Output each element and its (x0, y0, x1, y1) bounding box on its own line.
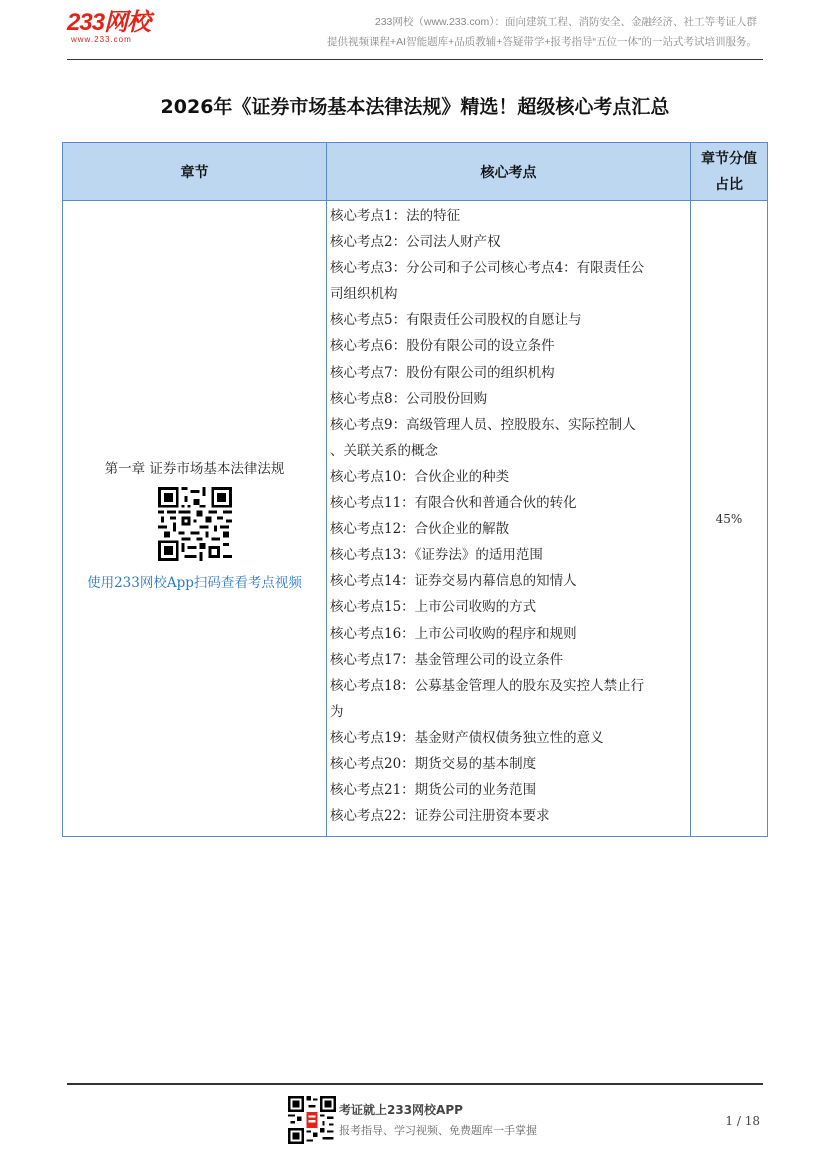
header-weight-line-2: 占比 (715, 176, 743, 193)
list-item: 核心考点21：期货公司的业务范围 (330, 782, 537, 799)
list-item: 核心考点11：有限合伙和普通合伙的转化 (330, 495, 577, 512)
list-item: 核心考点19：基金财产债权债务独立性的意义 (330, 729, 604, 746)
list-item: 核心考点10：合伙企业的种类 (330, 468, 510, 485)
list-item: 核心考点1：法的特征 (330, 208, 461, 224)
header-core-points: 核心考点 (327, 143, 691, 200)
table-row (63, 201, 767, 836)
page-header (67, 8, 763, 60)
list-item: 核心考点2：公司法人财产权 (330, 234, 501, 251)
header-slogan (327, 12, 757, 52)
footer-divider (67, 1083, 763, 1085)
chapter-name: 第一章 证券市场基本法律法规 (104, 460, 285, 477)
page-number: 1 / 18 (725, 1114, 760, 1128)
slogan-line-2: 提供视频课程+AI智能题库+品质教辅+答疑带学+报考指导“五位一体”的一站式考试培训服务。 (327, 36, 757, 48)
qr-caption-link[interactable]: 使用233网校App扫码查看考点视频 (87, 574, 302, 591)
list-item: 核心考点3：分公司和子公司核心考点4：有限责任公 (330, 260, 645, 277)
list-item: 核心考点7：股份有限公司的组织机构 (330, 364, 555, 381)
header-chapter: 章节 (63, 143, 327, 200)
list-item: 司组织机构 (330, 286, 398, 303)
list-item: 核心考点9：高级管理人员、控股股东、实际控制人 (330, 416, 636, 433)
list-item: 核心考点8：公司股份回购 (330, 390, 488, 407)
footer-app-title: 考证就上233网校APP (339, 1103, 463, 1117)
brand-logo[interactable] (67, 10, 150, 44)
logo-url: www.233.com (71, 35, 132, 44)
list-item: 核心考点6：股份有限公司的设立条件 (330, 338, 555, 355)
qr-code-icon[interactable] (158, 487, 232, 561)
header-weight (691, 143, 767, 200)
list-item: 为 (330, 703, 344, 720)
key-points-table (62, 142, 768, 837)
chapter-cell (63, 201, 327, 836)
slogan-line-1: 233网校（www.233.com）：面向建筑工程、消防安全、金融经济、社工等考证人群 (374, 16, 757, 28)
weight-cell: 45% (715, 511, 743, 526)
list-item: 核心考点12：合伙企业的解散 (330, 521, 510, 538)
list-item: 核心考点13：《证券法》的适用范围 (330, 547, 543, 564)
list-item: 核心考点20：期货交易的基本制度 (330, 755, 537, 772)
header-weight-line-1: 章节分值 (701, 150, 757, 167)
list-item: 核心考点5：有限责任公司股权的自愿让与 (330, 312, 582, 329)
document-title: 2026年《证券市场基本法律法规》精选！超级核心考点汇总 (160, 96, 670, 118)
list-item: 核心考点16：上市公司收购的程序和规则 (330, 625, 577, 642)
list-item: 核心考点14：证券交易内幕信息的知情人 (330, 573, 577, 590)
core-points-cell (327, 201, 691, 836)
list-item: 核心考点15：上市公司收购的方式 (330, 599, 537, 616)
logo-text: 233网校 (67, 9, 151, 36)
footer-app-subtitle: 报考指导、学习视频、免费题库一手掌握 (339, 1124, 537, 1137)
table-header-row (63, 143, 767, 201)
list-item: 核心考点22：证券公司注册资本要求 (330, 808, 550, 825)
list-item: 核心考点18：公募基金管理人的股东及实控人禁止行 (330, 677, 645, 694)
list-item: 核心考点17：基金管理公司的设立条件 (330, 651, 564, 668)
list-item: 、关联关系的概念 (330, 442, 438, 459)
app-qr-code-icon[interactable] (288, 1096, 336, 1144)
